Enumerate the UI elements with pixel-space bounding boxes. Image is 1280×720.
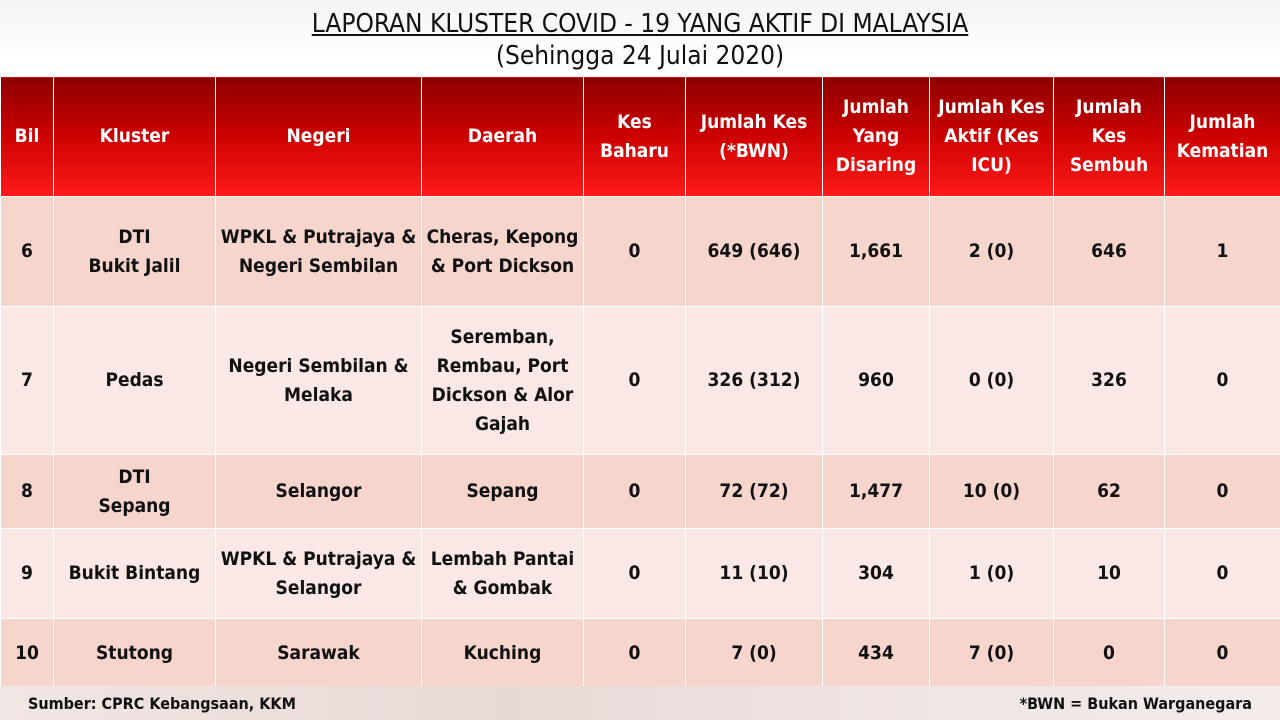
cell-kluster: Bukit Bintang (54, 529, 216, 619)
cell-kes-aktif: 2 (0) (930, 197, 1054, 307)
cell-kes-sembuh: 62 (1054, 455, 1165, 529)
cell-bil: 7 (1, 307, 54, 455)
header-jumlah-disaring: Jumlah Yang Disaring (823, 77, 930, 197)
cell-disaring: 304 (823, 529, 930, 619)
header-kes-sembuh: Jumlah Kes Sembuh (1054, 77, 1165, 197)
header-jumlah-kes: Jumlah Kes (*BWN) (686, 77, 823, 197)
cell-daerah: Sepang (422, 455, 584, 529)
header-kes-aktif: Jumlah Kes Aktif (Kes ICU) (930, 77, 1054, 197)
table-row (1, 197, 1280, 307)
table-row (1, 455, 1280, 529)
header-kematian: Jumlah Kematian (1165, 77, 1280, 197)
cell-kluster: Stutong (54, 619, 216, 689)
header-kluster: Kluster (54, 77, 216, 197)
cell-bil: 8 (1, 455, 54, 529)
cell-kematian: 0 (1165, 529, 1280, 619)
title-line-1: LAPORAN KLUSTER COVID - 19 YANG AKTIF DI MALAYSIA (311, 9, 969, 39)
table-row (1, 307, 1280, 455)
cell-daerah: Lembah Pantai & Gombak (422, 529, 584, 619)
cell-negeri: Negeri Sembilan & Melaka (216, 307, 422, 455)
cell-daerah: Seremban, Rembau, Port Dickson & Alor Gajah (422, 307, 584, 455)
cell-kluster: Pedas (54, 307, 216, 455)
cell-jumlah-kes: 649 (646) (686, 197, 823, 307)
title-line-2: (Sehingga 24 Julai 2020) (495, 41, 785, 71)
cell-kes-aktif: 1 (0) (930, 529, 1054, 619)
header-negeri: Negeri (216, 77, 422, 197)
cell-kematian: 1 (1165, 197, 1280, 307)
cell-jumlah-kes: 7 (0) (686, 619, 823, 689)
cluster-table (0, 76, 1280, 689)
cell-kes-sembuh: 326 (1054, 307, 1165, 455)
cell-kluster: DTI Bukit Jalil (54, 197, 216, 307)
cell-kes-aktif: 7 (0) (930, 619, 1054, 689)
cell-kematian: 0 (1165, 619, 1280, 689)
table-header-row (1, 77, 1280, 197)
cell-disaring: 960 (823, 307, 930, 455)
cell-disaring: 1,477 (823, 455, 930, 529)
cell-disaring: 434 (823, 619, 930, 689)
cell-bil: 6 (1, 197, 54, 307)
cell-negeri: WPKL & Putrajaya & Negeri Sembilan (216, 197, 422, 307)
cell-kluster: DTI Sepang (54, 455, 216, 529)
cell-negeri: Selangor (216, 455, 422, 529)
cell-jumlah-kes: 326 (312) (686, 307, 823, 455)
cell-kes-baharu: 0 (584, 455, 686, 529)
cell-kes-sembuh: 646 (1054, 197, 1165, 307)
cell-kes-baharu: 0 (584, 307, 686, 455)
report-title (0, 8, 1280, 72)
cell-kes-sembuh: 0 (1054, 619, 1165, 689)
cell-kes-aktif: 0 (0) (930, 307, 1054, 455)
header-daerah: Daerah (422, 77, 584, 197)
cell-jumlah-kes: 72 (72) (686, 455, 823, 529)
cell-bil: 9 (1, 529, 54, 619)
cell-bil: 10 (1, 619, 54, 689)
cell-kes-aktif: 10 (0) (930, 455, 1054, 529)
cell-kematian: 0 (1165, 307, 1280, 455)
source-note: Sumber: CPRC Kebangsaan, KKM (28, 694, 296, 713)
cell-negeri: WPKL & Putrajaya & Selangor (216, 529, 422, 619)
cell-kes-baharu: 0 (584, 529, 686, 619)
cell-kes-baharu: 0 (584, 197, 686, 307)
cell-kematian: 0 (1165, 455, 1280, 529)
bwn-legend: *BWN = Bukan Warganegara (1019, 694, 1252, 713)
cell-jumlah-kes: 11 (10) (686, 529, 823, 619)
table-row (1, 619, 1280, 689)
cell-kes-baharu: 0 (584, 619, 686, 689)
header-kes-baharu: Kes Baharu (584, 77, 686, 197)
cell-disaring: 1,661 (823, 197, 930, 307)
cell-daerah: Kuching (422, 619, 584, 689)
table-row (1, 529, 1280, 619)
header-bil: Bil (1, 77, 54, 197)
cell-negeri: Sarawak (216, 619, 422, 689)
cell-kes-sembuh: 10 (1054, 529, 1165, 619)
cell-daerah: Cheras, Kepong & Port Dickson (422, 197, 584, 307)
